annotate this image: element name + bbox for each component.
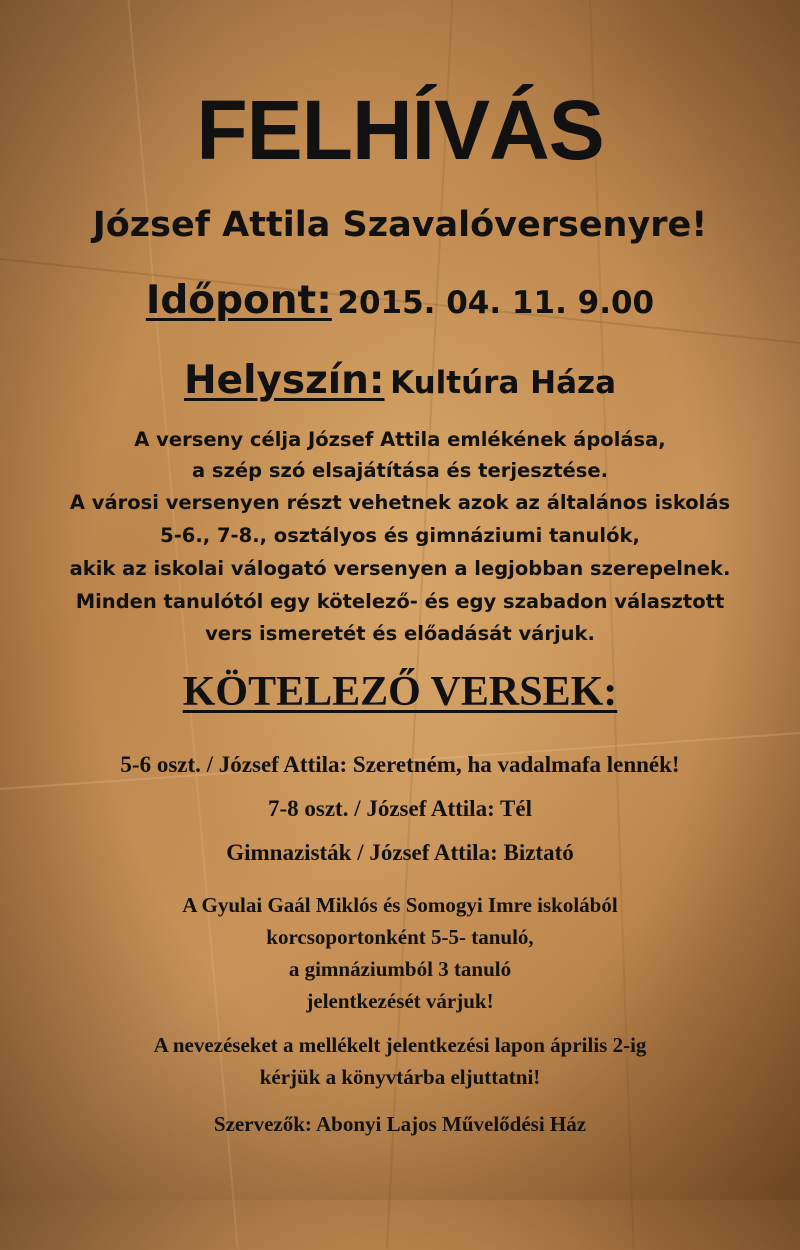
poem-item: 5-6 oszt. / József Attila: Szeretném, ha vadalmafa lennék! <box>120 752 680 777</box>
info-line: a gimnáziumból 3 tanuló <box>288 957 512 981</box>
poster-title: FELHÍVÁS <box>196 83 604 177</box>
poster-subtitle: József Attila Szavalóversenyre! <box>92 205 708 245</box>
date-value: 2015. 04. 11. 9.00 <box>337 285 655 321</box>
description-line: a szép szó elsajátítása és terjesztése. <box>191 459 608 482</box>
organizers: Szervezők: Abonyi Lajos Művelődési Ház <box>213 1112 587 1136</box>
entry-line: A nevezéseket a mellékelt jelentkezési lapon április 2-ig <box>153 1033 647 1057</box>
venue-line <box>0 358 800 403</box>
poems-heading: KÖTELEZŐ VERSEK: <box>182 669 618 715</box>
info-line: korcsoportonként 5-5- tanuló, <box>266 925 534 949</box>
poem-item: 7-8 oszt. / József Attila: Tél <box>267 796 533 821</box>
info-line: jelentkezését várjuk! <box>306 989 494 1013</box>
description-line: akik az iskolai válogató versenyen a legjobban szerepelnek. <box>69 557 731 580</box>
poem-item: Gimnazisták / József Attila: Biztató <box>226 840 574 865</box>
description-line: Minden tanulótól egy kötelező- és egy szabadon választott <box>75 590 725 613</box>
venue-value: Kultúra Háza <box>390 365 616 401</box>
description-line: A verseny célja József Attila emlékének ápolása, <box>134 428 666 451</box>
date-label: Időpont: <box>145 278 332 323</box>
description-line: 5-6., 7-8., osztályos és gimnáziumi tanulók, <box>160 524 640 547</box>
entry-line: kérjük a könyvtárba eljuttatni! <box>259 1065 541 1089</box>
description-line: A városi versenyen részt vehetnek azok az általános iskolás <box>69 491 731 514</box>
venue-label: Helyszín: <box>184 358 385 403</box>
info-line: A Gyulai Gaál Miklós és Somogyi Imre iskolából <box>182 893 618 917</box>
description-line: vers ismeretét és előadását várjuk. <box>205 622 595 645</box>
date-line <box>0 278 800 323</box>
